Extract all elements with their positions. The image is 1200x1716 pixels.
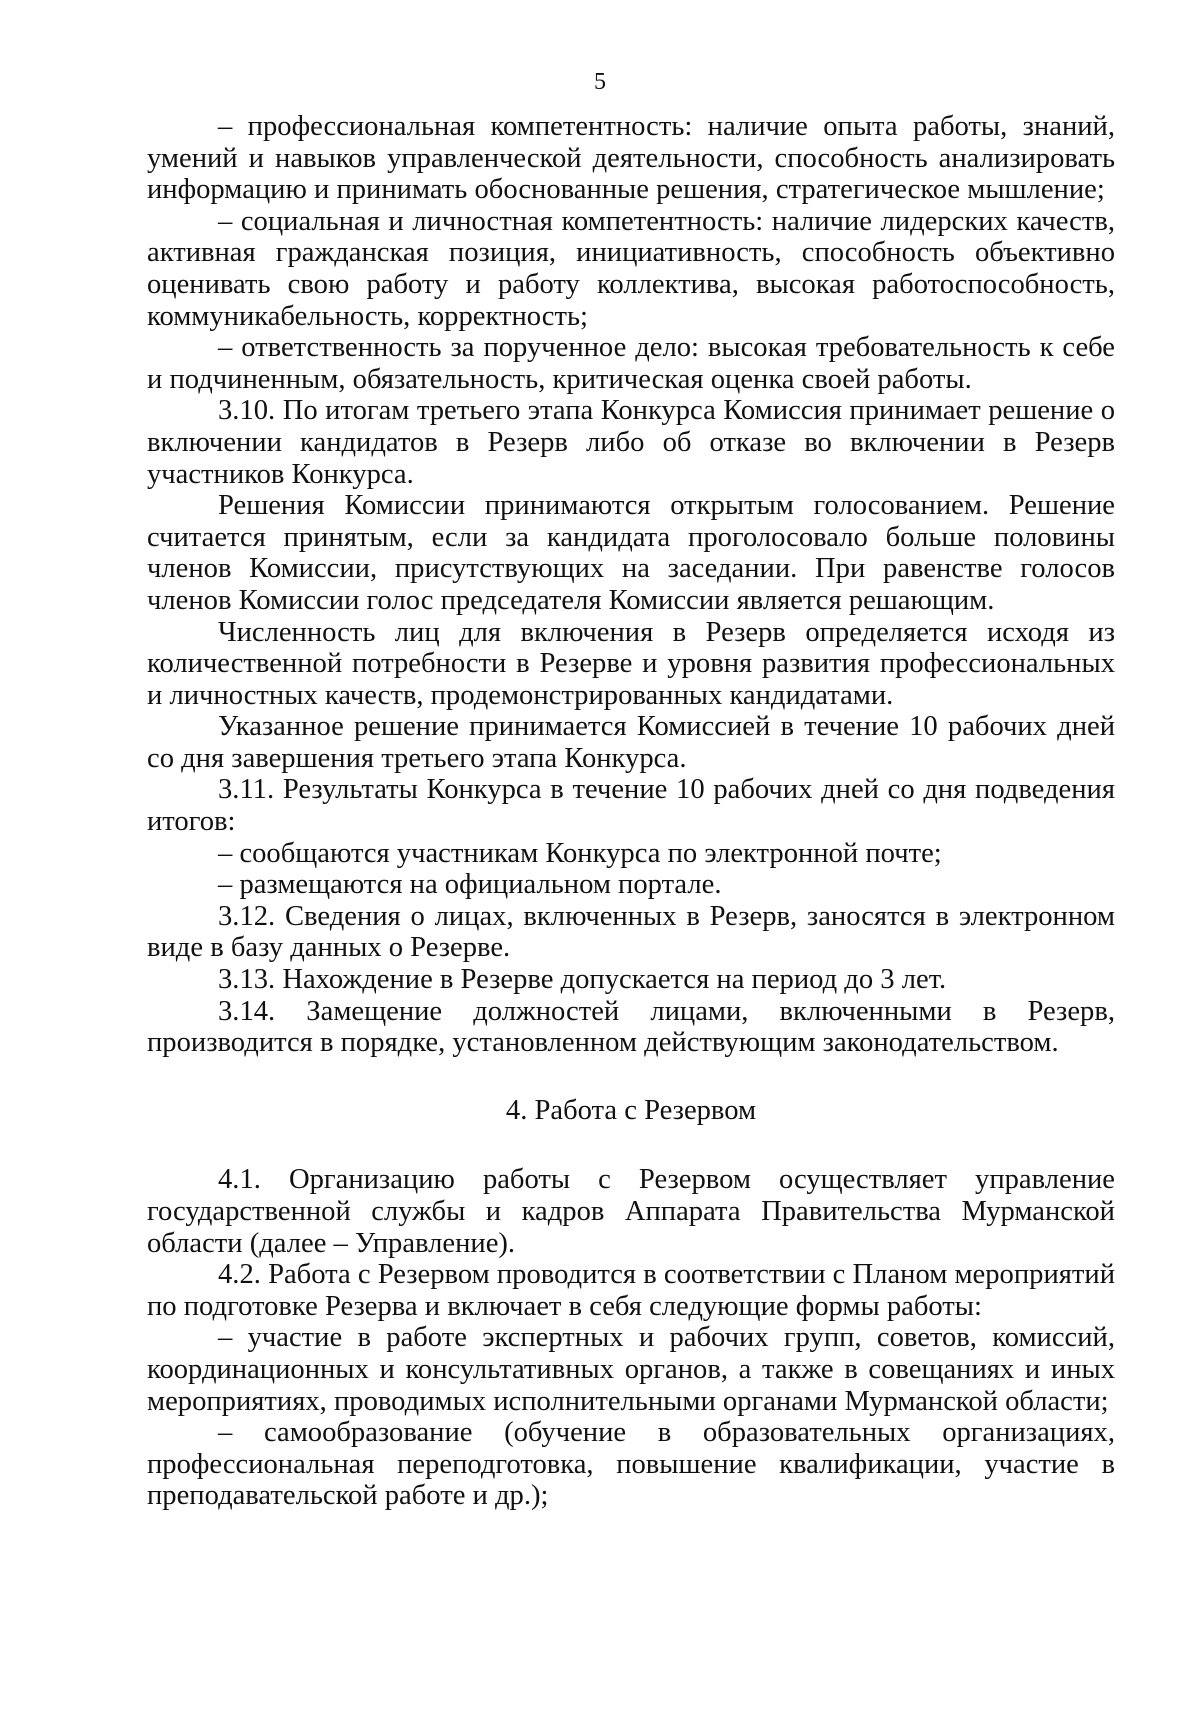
paragraph-4-2: 4.2. Работа с Резервом проводится в соответствии с Планом мероприятий по подготовке Резерва и включает в себя следующие формы работы:: [147, 1259, 1115, 1322]
list-item: – размещаются на официальном портале.: [218, 869, 722, 901]
section-heading: 4. Работа с Резервом: [505, 1094, 757, 1126]
paragraph-3-13: 3.13. Нахождение в Резерве допускается на период до 3 лет.: [218, 964, 947, 996]
paragraph-3-10: 3.10. По итогам третьего этапа Конкурса Комиссия принимает решение о включении кандидатов в Резерв либо об отказе во включении в Резерв участников Конкурса.: [147, 395, 1115, 490]
paragraph-3-12: 3.12. Сведения о лицах, включенных в Резерв, заносятся в электронном виде в базу данных о Резерве.: [147, 900, 1115, 964]
paragraph-self-education: – самообразование (обучение в образовательных организациях, профессиональная переподготовка, повышение квалификации, участие в преподавательской работе и др.);: [147, 1417, 1115, 1512]
paragraph-commission-decisions: Решения Комиссии принимаются открытым голосованием. Решение считается принятым, если за кандидата проголосовало больше половины членов Комиссии, присутствующих на заседании. При равенстве голосов членов Комиссии голос председателя Комиссии является решающим.: [147, 490, 1115, 616]
page-number: 5: [594, 69, 606, 95]
paragraph-participation: – участие в работе экспертных и рабочих групп, советов, комиссий, координационных и консультативных органов, а также в совещаниях и иных мероприятиях, проводимых исполнительными органами Мурманской области;: [147, 1322, 1115, 1417]
paragraph-reserve-size: Численность лиц для включения в Резерв определяется исходя из количественной потребности в Резерве и уровня развития профессиональных и личностных качеств, продемонстрированных кандидатами.: [147, 616, 1115, 711]
paragraph-responsibility: – ответственность за порученное дело: высокая требовательность к себе и подчиненным, обязательность, критическая оценка своей работы.: [147, 332, 1115, 395]
paragraph-3-14: 3.14. Замещение должностей лицами, включенными в Резерв, производится в порядке, установленном действующим законодательством.: [147, 995, 1115, 1059]
document-body: [147, 111, 1115, 1512]
list-item: – сообщаются участникам Конкурса по электронной почте;: [218, 837, 942, 869]
paragraph-4-1: 4.1. Организацию работы с Резервом осуществляет управление государственной службы и кадров Аппарата Правительства Мурманской области (далее – Управление).: [147, 1164, 1115, 1259]
paragraph-3-11: 3.11. Результаты Конкурса в течение 10 рабочих дней со дня подведения итогов:: [147, 774, 1115, 838]
paragraph-social-competence: – социальная и личностная компетентность: наличие лидерских качеств, активная гражданская позиция, инициативность, способность объективно оценивать свою работу и работу коллектива, высокая работоспособность, коммуникабельность, корректность;: [147, 205, 1115, 332]
paragraph-professional-competence: – профессиональная компетентность: наличие опыта работы, знаний, умений и навыков управленческой деятельности, способность анализировать информацию и принимать обоснованные решения, стратегическое мышление;: [147, 111, 1115, 206]
paragraph-decision-deadline: Указанное решение принимается Комиссией в течение 10 рабочих дней со дня завершения третьего этапа Конкурса.: [147, 711, 1115, 774]
